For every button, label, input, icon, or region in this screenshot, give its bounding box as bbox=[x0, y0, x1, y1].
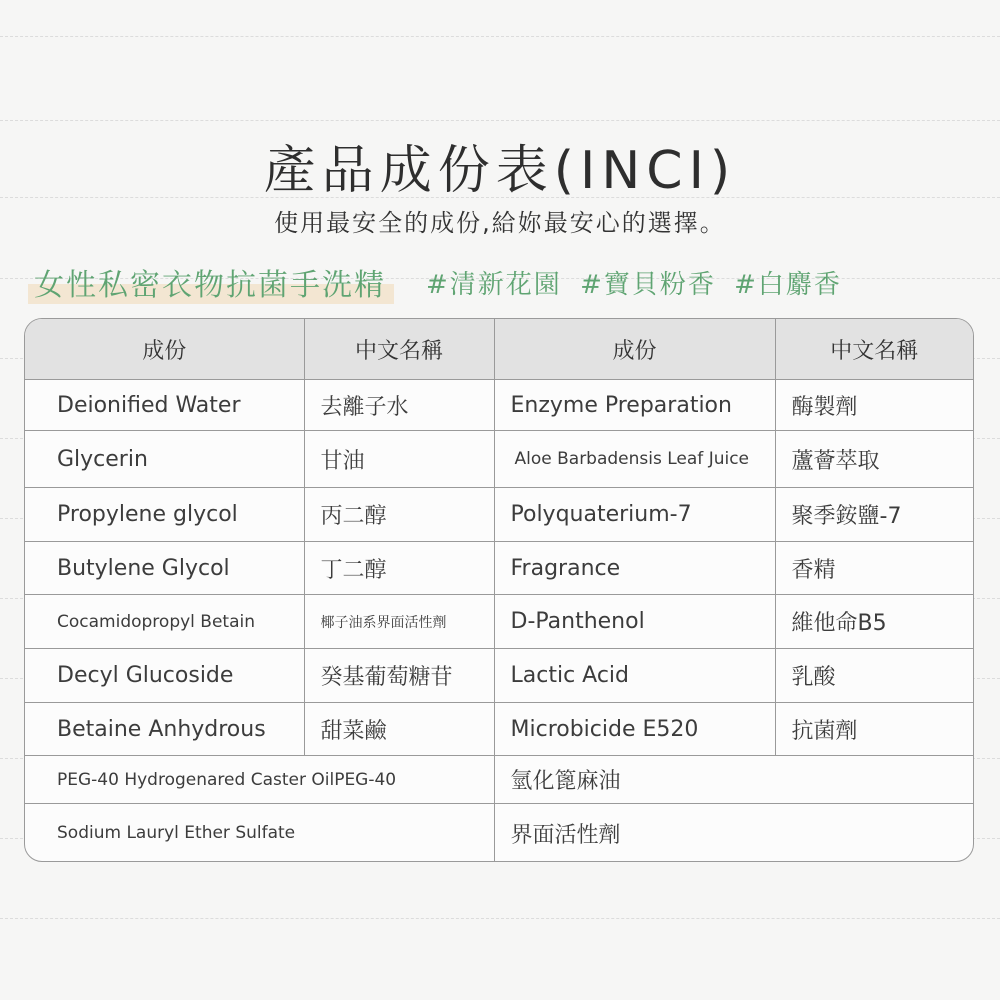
ingredient-chinese: 甜菜鹼 bbox=[304, 703, 494, 756]
table-row-wide bbox=[25, 756, 973, 804]
ingredient-chinese: 乳酸 bbox=[775, 649, 973, 703]
column-header-chinese-name: 中文名稱 bbox=[775, 319, 973, 380]
ingredient-name: Glycerin bbox=[25, 431, 304, 488]
column-header-ingredient: 成份 bbox=[494, 319, 775, 380]
ingredient-name: Enzyme Preparation bbox=[494, 380, 775, 431]
ingredient-name: Decyl Glucoside bbox=[25, 649, 304, 703]
scent-tag: #寶貝粉香 bbox=[580, 269, 716, 300]
ingredient-chinese: 氫化篦麻油 bbox=[494, 756, 973, 804]
ingredient-chinese: 抗菌劑 bbox=[775, 703, 973, 756]
table-row bbox=[25, 542, 973, 595]
table-row-wide bbox=[25, 804, 973, 863]
ingredient-name: Aloe Barbadensis Leaf Juice bbox=[494, 431, 775, 488]
ingredient-chinese: 蘆薈萃取 bbox=[775, 431, 973, 488]
ingredient-name: Lactic Acid bbox=[494, 649, 775, 703]
scent-tag: #白麝香 bbox=[734, 269, 842, 300]
ingredient-name: Butylene Glycol bbox=[25, 542, 304, 595]
ingredient-chinese: 丁二醇 bbox=[304, 542, 494, 595]
column-header-ingredient: 成份 bbox=[25, 319, 304, 380]
ingredient-chinese: 聚季銨鹽-7 bbox=[775, 488, 973, 542]
ingredient-name: Microbicide E520 bbox=[494, 703, 775, 756]
scent-tags bbox=[426, 264, 850, 301]
page-subtitle: 使用最安全的成份,給妳最安心的選擇。 bbox=[274, 209, 726, 237]
ingredient-name: Sodium Lauryl Ether Sulfate bbox=[25, 804, 494, 863]
table-row bbox=[25, 595, 973, 649]
table-header-row bbox=[25, 319, 973, 380]
ingredient-name: Fragrance bbox=[494, 542, 775, 595]
ingredient-name: Polyquaterium-7 bbox=[494, 488, 775, 542]
ingredient-chinese: 甘油 bbox=[304, 431, 494, 488]
column-header-chinese-name: 中文名稱 bbox=[304, 319, 494, 380]
page-title: 產品成份表(INCI) bbox=[263, 141, 737, 201]
scent-tag: #清新花園 bbox=[426, 269, 562, 300]
ingredient-chinese: 丙二醇 bbox=[304, 488, 494, 542]
ingredient-chinese: 界面活性劑 bbox=[510, 822, 621, 848]
ingredient-chinese: 維他命B5 bbox=[775, 595, 973, 649]
ingredient-name: Cocamidopropyl Betain bbox=[25, 595, 304, 649]
ingredient-chinese: 椰子油系界面活性劑 bbox=[304, 595, 494, 649]
ingredient-name: PEG-40 Hydrogenared Caster OilPEG-40 bbox=[25, 756, 494, 804]
table-row bbox=[25, 649, 973, 703]
ingredient-table bbox=[24, 318, 974, 862]
product-header bbox=[28, 262, 980, 302]
ingredient-name: D-Panthenol bbox=[494, 595, 775, 649]
ingredient-chinese: 香精 bbox=[775, 542, 973, 595]
table-row bbox=[25, 703, 973, 756]
ingredient-chinese: 癸基葡萄糖苷 bbox=[304, 649, 494, 703]
table-row bbox=[25, 488, 973, 542]
table-row bbox=[25, 431, 973, 488]
ingredient-name: Deionified Water bbox=[25, 380, 304, 431]
table-row bbox=[25, 380, 973, 431]
ingredient-name: Betaine Anhydrous bbox=[25, 703, 304, 756]
ingredient-name: Propylene glycol bbox=[25, 488, 304, 542]
ingredient-chinese: 去離子水 bbox=[304, 380, 494, 431]
product-name: 女性私密衣物抗菌手洗精 bbox=[28, 260, 394, 304]
ingredient-chinese: 酶製劑 bbox=[775, 380, 973, 431]
